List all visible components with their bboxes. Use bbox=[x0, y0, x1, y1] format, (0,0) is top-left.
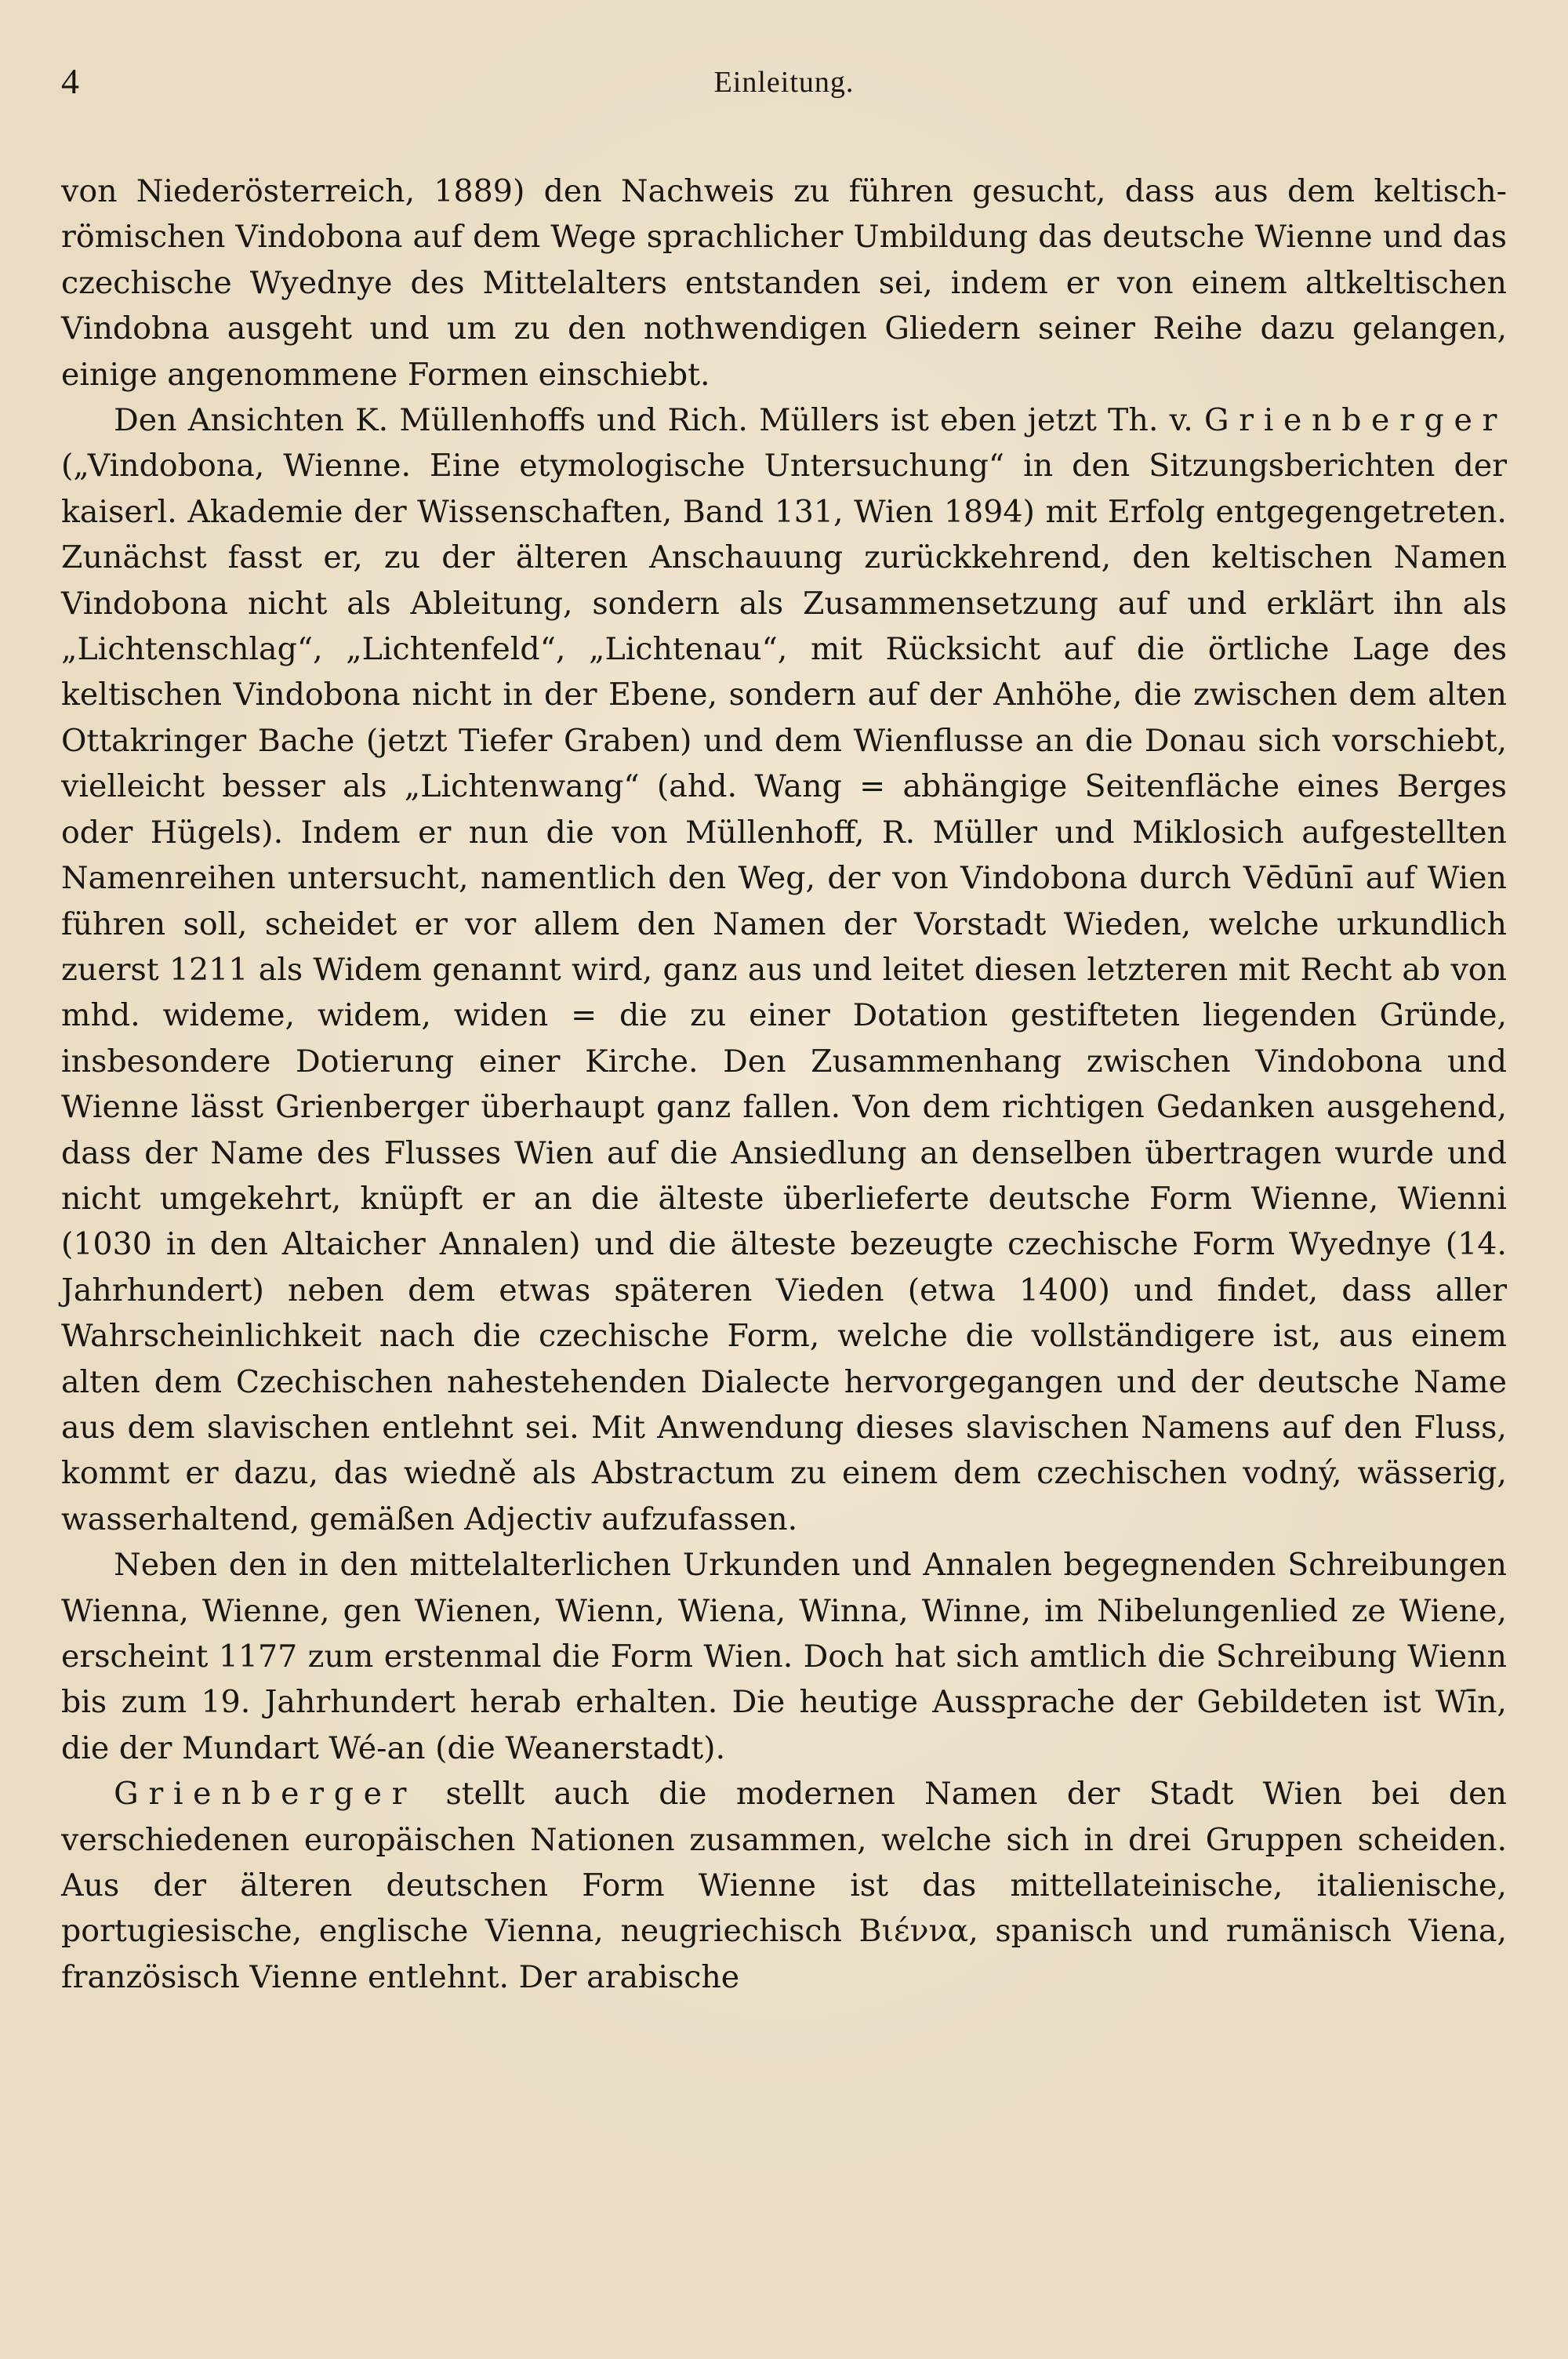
author-name-spaced: Grienberger bbox=[114, 1776, 417, 1813]
section-title: Einleitung. bbox=[713, 66, 855, 99]
paragraph bbox=[61, 1542, 1507, 1771]
body-text bbox=[61, 169, 1507, 2000]
paragraph bbox=[61, 169, 1507, 397]
author-name-spaced: Grienberger bbox=[1203, 402, 1507, 439]
paragraph bbox=[61, 397, 1507, 1542]
text-run: von Niederösterreich, 1889) den Nachweis zu führen gesucht, dass aus dem keltisch-römischen Vindobona auf dem Wege sprachlicher Umbildung das deutsche Wienne und das czechische Wyednye des Mittelalters entstanden sei, indem er von einem altkeltischen Vindobna ausgeht und um zu den nothwendigen Gliedern seiner Reihe dazu gelangen, einige angenommene Formen einschiebt. bbox=[61, 173, 1507, 393]
text-run: stellt auch die modernen Namen der Stadt Wien bei den verschiedenen europäischen Nationen zusammen, welche sich in drei Gruppen scheiden. Aus der älteren deutschen Form Wienne ist das mittellateinische, italienische, portugiesische, englische Vienna, neugriechisch Βιέννα, spanisch und rumänisch Viena, französisch Vienne entlehnt. Der arabische bbox=[61, 1776, 1507, 1995]
page-number: 4 bbox=[61, 61, 79, 101]
paragraph bbox=[61, 1771, 1507, 2000]
running-header bbox=[61, 43, 1507, 114]
text-run: („Vindobona, Wienne. Eine etymologische Untersuchung“ in den Sitzungsberichten der kaiserl. Akademie der Wissenschaften, Band 131, Wien 1894) mit Erfolg entgegengetreten. Zunächst fasst er, zu der älteren Anschauung zurückkehrend, den keltischen Namen Vindobona nicht als Ableitung, sondern als Zusammensetzung auf und erklärt ihn als „Lichtenschlag“, „Lichtenfeld“, „Lichtenau“, mit Rücksicht auf die örtliche Lage des keltischen Vindobona nicht in der Ebene, sondern auf der Anhöhe, die zwischen dem alten Ottakringer Bache (jetzt Tiefer Graben) und dem Wienflusse an die Donau sich vorschiebt, vielleicht besser als „Lichtenwang“ (ahd. Wang = abhängige Seitenfläche eines Berges oder Hügels). Indem er nun die von Müllenhoff, R. Müller und Miklosich aufgestellten Namenreihen untersucht, namentlich den Weg, der von Vindobona durch Vēdūnī auf Wien führen soll, scheidet er vor allem den Namen der Vorstadt Wieden, welche urkundlich zuerst 1211 als Widem genannt wird, ganz aus und leitet diesen letzteren mit Recht ab von mhd. wideme, widem, widen = die zu einer Dotation gestifteten liegenden Gründe, insbesondere Dotierung einer Kirche. Den Zusammenhang zwischen Vindobona und Wienne lässt Grienberger überhaupt ganz fallen. Von dem richtigen Gedanken ausgehend, dass der Name des Flusses Wien auf die Ansiedlung an denselben übertragen wurde und nicht umgekehrt, knüpft er an die älteste überlieferte deutsche Form Wienne, Wienni (1030 in den Altaicher Annalen) und die älteste bezeugte czechische Form Wyednye (14. Jahrhundert) neben dem etwas späteren Vieden (etwa 1400) und findet, dass aller Wahrscheinlichkeit nach die czechische Form, welche die vollständigere ist, aus einem alten dem Czechischen nahestehenden Dialecte hervorgegangen und der deutsche Name aus dem slavischen entlehnt sei. Mit Anwendung dieses slavischen Namens auf den Fluss, kommt er dazu, das wiedně als Abstractum zu einem dem czechischen vodný, wässerig, wasserhaltend, gemäßen Adjectiv aufzufassen. bbox=[61, 448, 1507, 1537]
text-run: Den Ansichten K. Müllenhoffs und Rich. Müllers ist eben jetzt Th. v. bbox=[114, 402, 1204, 439]
text-run: Neben den in den mittelalterlichen Urkunden und Annalen begegnenden Schreibungen Wienna, Wienne, gen Wienen, Wienn, Wiena, Winna, Winne, im Nibelungenlied ze Wiene, erscheint 1177 zum erstenmal die Form Wien. Doch hat sich amtlich die Schreibung Wienn bis zum 19. Jahrhundert herab erhalten. Die heutige Aussprache der Gebildeten ist Wīn, die der Mundart Wé-an (die Weanerstadt). bbox=[61, 1547, 1507, 1766]
